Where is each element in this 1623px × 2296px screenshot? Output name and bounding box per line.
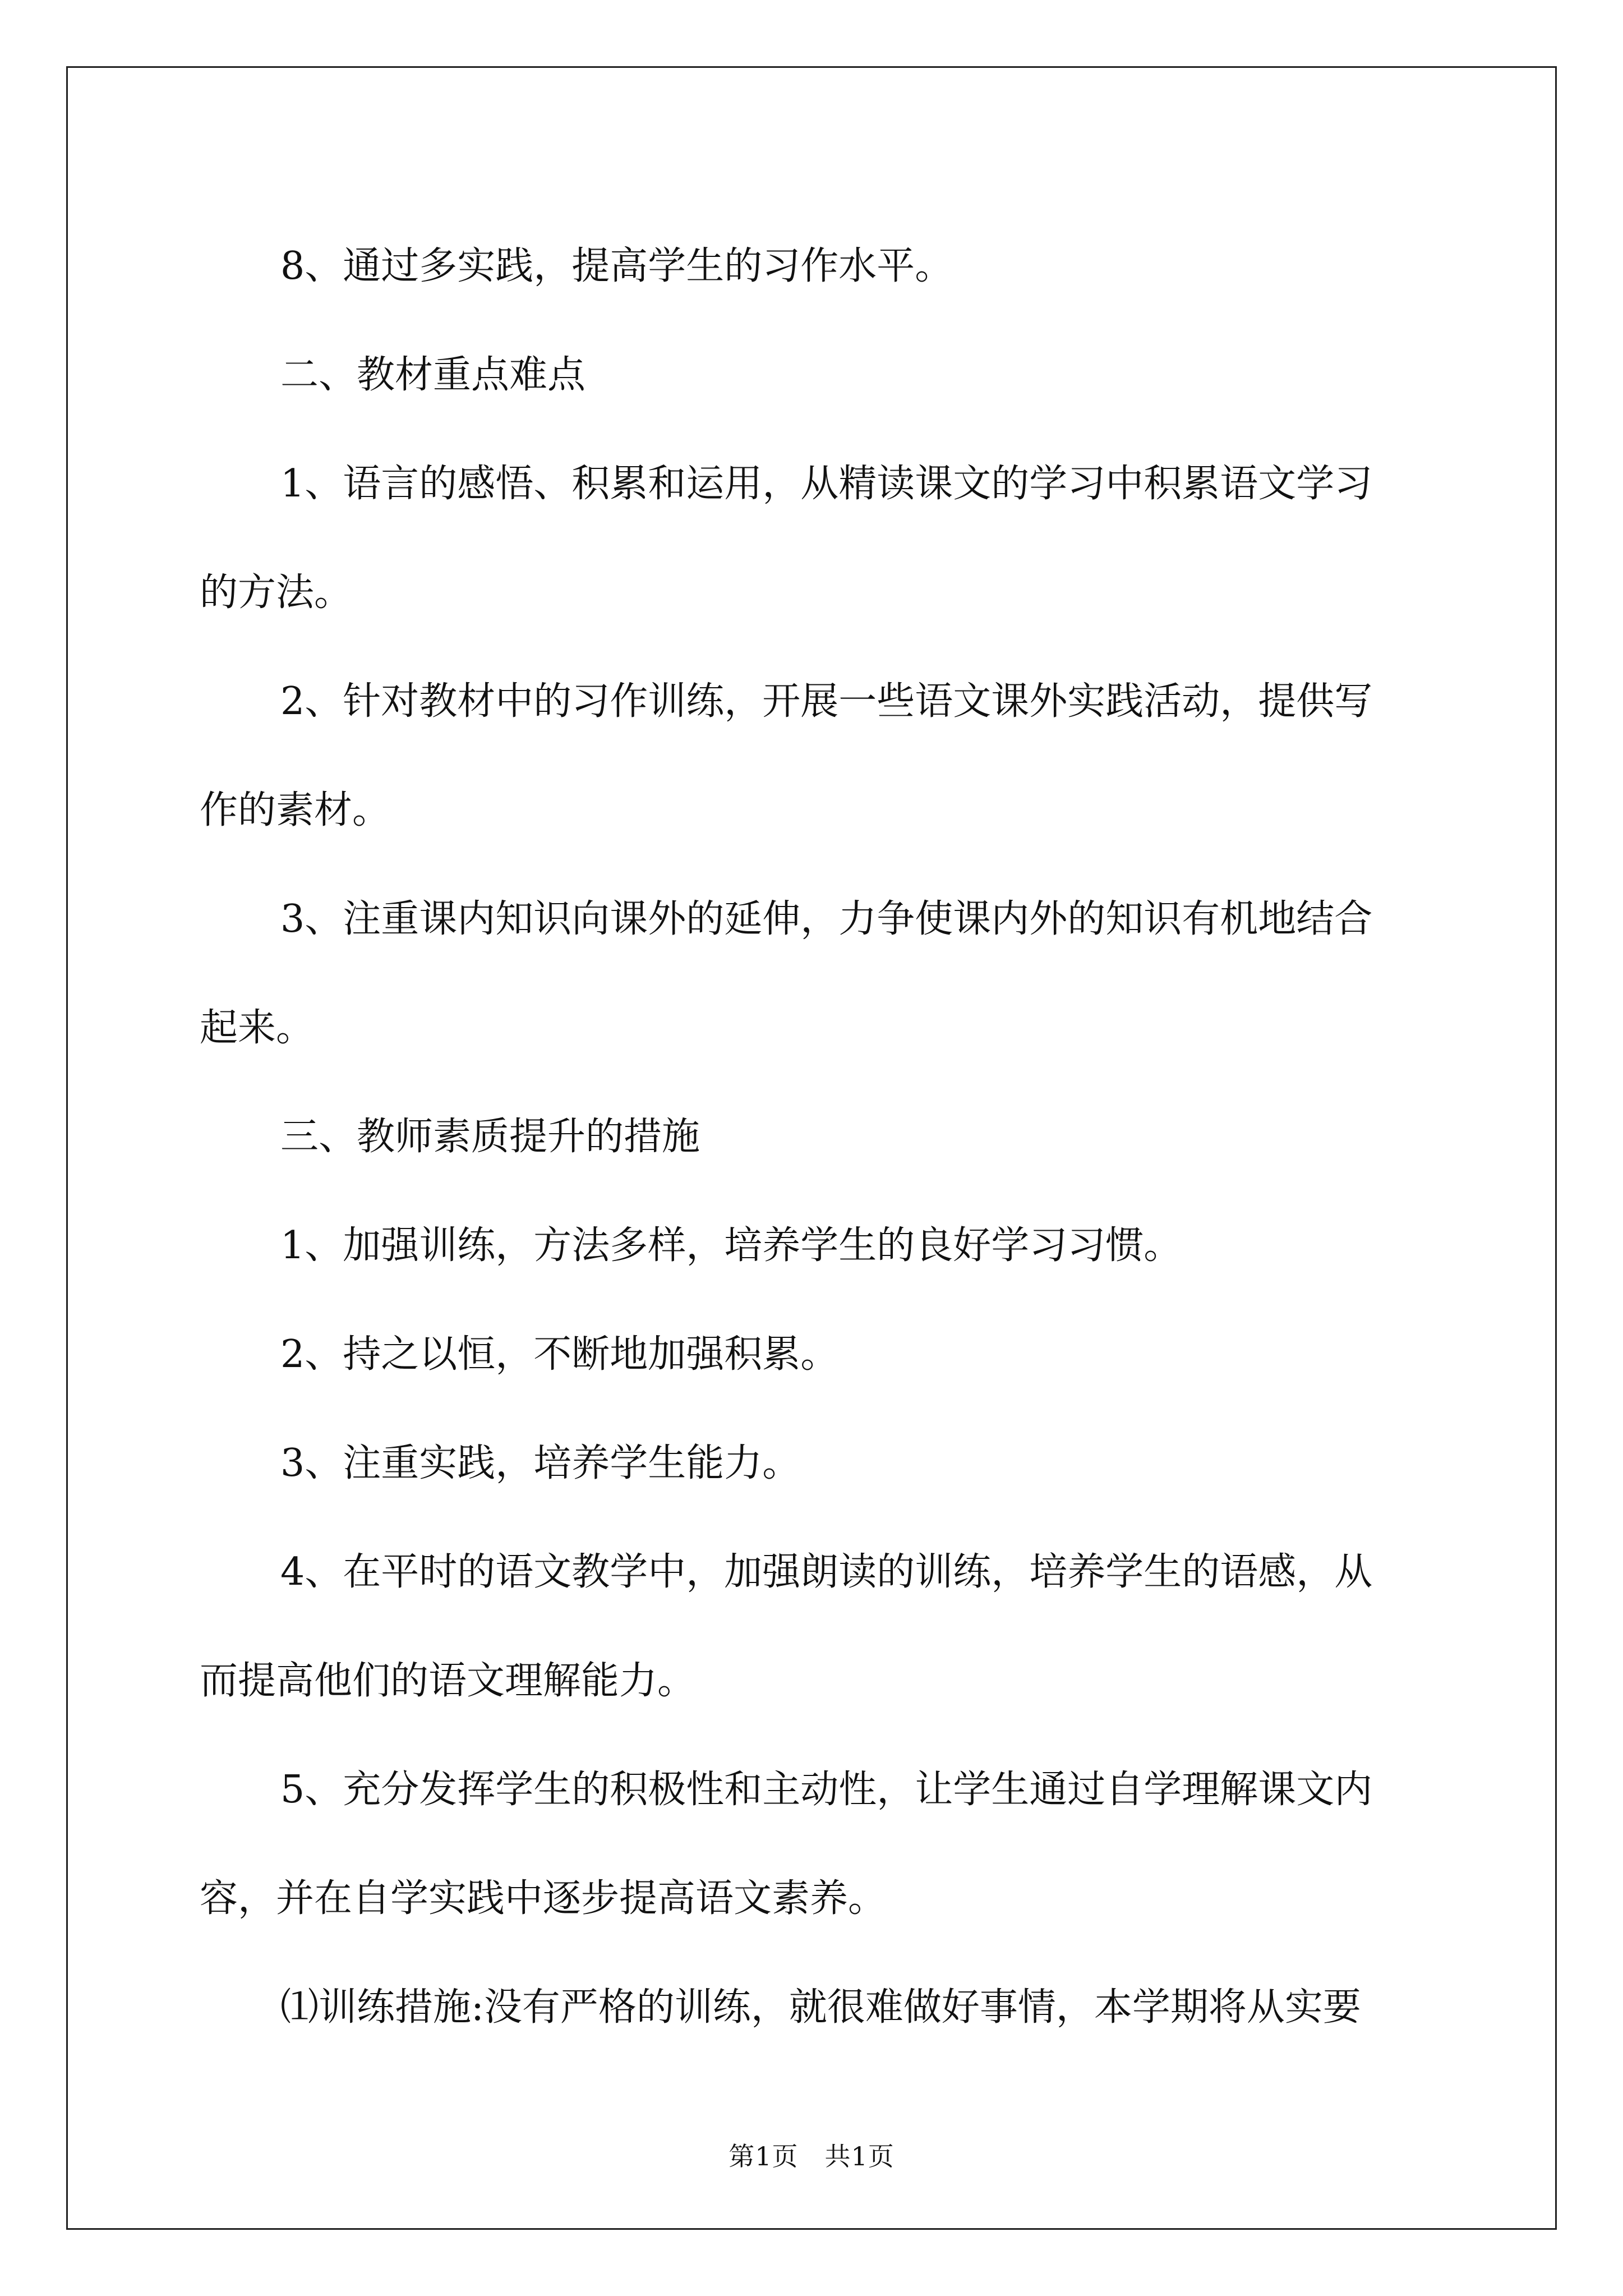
paragraph	[200, 1191, 1429, 1300]
text-line: 3、注重课内知识向课外的延伸，力争使课内外的知识有机地结合	[280, 897, 1373, 941]
text-line: 8、通过多实践，提高学生的习作水平。	[280, 244, 953, 288]
paragraph	[200, 1518, 1429, 1736]
paragraph	[200, 212, 1429, 321]
text-line: 1、加强训练，方法多样，培养学生的良好学习习惯。	[280, 1223, 1182, 1268]
text-line: 容，并在自学实践中逐步提高语文素养。	[200, 1876, 887, 1921]
text-line: 的方法。	[200, 570, 353, 615]
paragraph	[200, 1409, 1429, 1518]
text-line: 3、注重实践，培养学生能力。	[280, 1441, 801, 1485]
text-line: 4、在平时的语文教学中，加强朗读的训练，培养学生的语感，从	[280, 1550, 1373, 1594]
paragraph	[200, 1736, 1429, 1953]
text-line: 5、充分发挥学生的积极性和主动性，让学生通过自学理解课文内	[280, 1768, 1373, 1812]
text-line: 而提高他们的语文理解能力。	[200, 1659, 696, 1703]
document-body	[200, 212, 1429, 2062]
text-line: 2、针对教材中的习作训练，开展一些语文课外实践活动，提供写	[280, 679, 1373, 724]
paragraph	[200, 647, 1429, 865]
text-line: 作的素材。	[200, 788, 391, 832]
text-line: 1、语言的感悟、积累和运用，从精读课文的学习中积累语文学习	[280, 462, 1373, 506]
paragraph	[200, 1300, 1429, 1409]
paragraph	[200, 865, 1429, 1083]
text-line: 二、教材重点难点	[280, 353, 586, 397]
page-footer: 第1页 共1页	[728, 2141, 895, 2171]
paragraph	[200, 1953, 1429, 2062]
text-line: 三、教师素质提升的措施	[280, 1115, 700, 1159]
section-heading	[200, 1083, 1429, 1191]
text-line: ⑴训练措施:没有严格的训练，就很难做好事情，本学期将从实要	[280, 1985, 1361, 2030]
section-heading	[200, 321, 1429, 430]
text-line: 2、持之以恒，不断地加强积累。	[280, 1332, 839, 1377]
text-line: 起来。	[200, 1006, 315, 1050]
paragraph	[200, 430, 1429, 647]
